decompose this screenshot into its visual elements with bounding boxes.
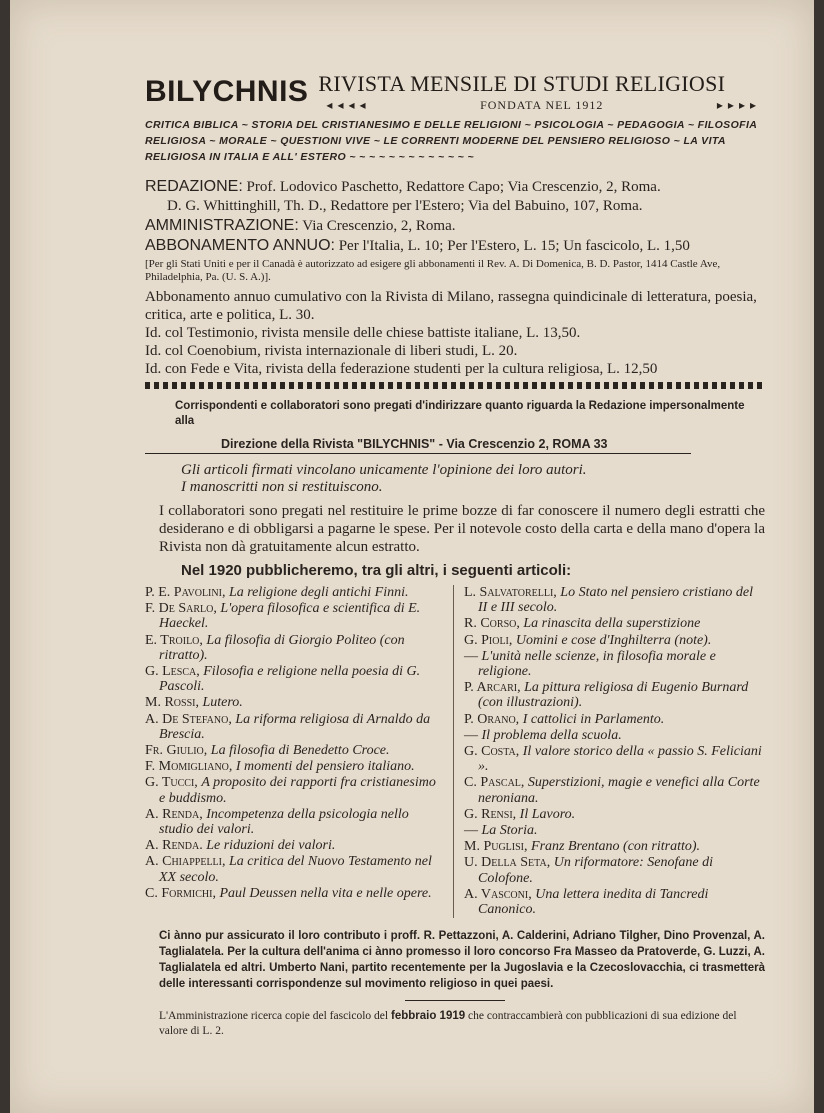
article-title: Superstizioni, magie e venefici alla Corte neroniana. [478,775,760,806]
article-author: Fr. Giulio, [145,743,208,759]
footer-pre: L'Amministrazione ricerca copie del fascicolo del [159,1010,389,1023]
article-title: La religione degli antichi Finni. [228,585,409,600]
article-entry [145,759,445,774]
articles-left-column [145,585,454,918]
article-author: P. E. Pavolini, [145,585,226,600]
contributi-text: Ci ànno pur assicurato il loro contributo i proff. R. Pettazzoni, A. Calderini, Adriano Tilgher, Dino Provenzal, A. Taglialatela. Per la cultura dell'anima ci ànno promesso il loro concorso Fra Masseo da Pratoverde, G. Luzzi, A. Taglialatela ed altri. Umberto Nani, partito recentemente per la Jugoslavia e la Czecoslovacchia, ci trasmetterà delle interessanti corrispondenze sul movimento religioso in quei paesi. [159,930,765,991]
article-entry [464,728,764,743]
content [145,72,765,1039]
article-title: La critica del Nuovo Testamento nel XX secolo. [159,854,432,885]
footer-note [145,1009,765,1039]
masthead [145,72,765,113]
footer-post: che contraccambierà con pubblicazioni di sua edizione del valore di L. 2. [159,1010,737,1038]
amministrazione-text: Via Crescenzio, 2, Roma. [302,218,456,234]
collaboratori-text: I collaboratori sono pregati nel restituire le prime bozze di far conoscere il numero degli estratti che desiderano e di obbligarsi a pagarne le spese. Per il notevole costo della carta e della mano d'opera la Rivista non dà gratuitamente alcun estratto. [159,503,765,555]
article-author: P. Orano, [464,711,520,727]
article-title: La filosofia di Giorgio Politeo (con ritratto). [159,632,405,663]
founded-text: FONDATA NEL 1912 [480,98,604,112]
article-author: — [464,648,478,664]
redazione-block [145,177,765,284]
article-author: C. Formichi, [145,885,216,901]
article-title: Il valore storico della « passio S. Feliciani ». [478,744,762,775]
article-entry [145,743,445,758]
article-entry [145,601,445,631]
article-author: M. Rossi, [145,695,199,711]
article-entry [145,585,445,600]
page [10,0,814,1113]
article-author: F. De Sarlo, [145,601,217,617]
article-title: Il problema della scuola. [481,727,622,743]
article-author: G. Lesca, [145,664,200,680]
arrows-right: ▸ ▸ ▸ ▸ [716,98,757,112]
article-title: Uomini e cose d'Inghilterra (note). [515,632,712,648]
article-entry [145,854,445,884]
article-entry [464,712,764,727]
dotted-rule [145,382,765,389]
articles-right-column [454,585,764,918]
corrispondenti-text: Corrispondenti e collaboratori sono pregati d'indirizzare quanto riguarda la Redazione impersonalmente alla [175,400,745,427]
article-author: R. Corso, [464,616,520,632]
article-entry [464,616,764,631]
article-title: La rinascita della superstizione [523,616,701,632]
article-entry [464,585,764,615]
article-title: L'opera filosofica e scientifica di E. Haeckel. [159,601,421,632]
avviso-line2: I manoscritti non si restituiscono. [181,479,383,495]
article-entry [464,839,764,854]
article-author: P. Arcari, [464,680,521,696]
article-entry [464,633,764,648]
article-entry [464,887,764,917]
article-title: La riforma religiosa di Arnaldo da Brescia. [159,711,431,742]
article-author: F. Momigliano, [145,759,233,775]
article-author: C. Pascal, [464,775,525,791]
footer-bold: febbraio 1919 [390,1010,466,1023]
article-title: La Storia. [481,823,538,839]
article-title: Filosofia e religione nella poesia di G. Pascoli. [159,664,421,695]
abbonamento-text: Per l'Italia, L. 10; Per l'Estero, L. 15; Un fascicolo, L. 1,50 [338,238,690,254]
article-entry [464,649,764,679]
avviso-line1: Gli articoli firmati vincolano unicamente l'opinione dei loro autori. [181,462,587,478]
cumulativo-line4: Id. con Fede e Vita, rivista della federazione studenti per la cultura religiosa, L. 12,50 [145,361,658,377]
article-author: A. Vasconi, [464,886,532,902]
article-author: U. Della Seta, [464,855,551,871]
article-entry [145,664,445,694]
article-entry [145,633,445,663]
article-author: G. Pioli, [464,632,513,648]
amministrazione-label: AMMINISTRAZIONE: [145,217,299,234]
article-title: Paul Deussen nella vita e nelle opere. [219,885,432,901]
article-title: I momenti del pensiero italiano. [235,759,415,775]
article-title: Franz Brentano (con ritratto). [531,839,701,855]
article-author: E. Troilo, [145,632,203,648]
article-title: Lo Stato nel pensiero cristiano del II e III secolo. [478,585,754,616]
article-title: L'unità nelle scienze, in filosofia morale e religione. [478,648,716,680]
article-title: I cattolici in Parlamento. [522,711,665,727]
article-title: Incompetenza della psicologia nello studio dei valori. [159,806,409,838]
article-entry [464,823,764,838]
article-author: G. Costa, [464,744,520,760]
cumulativo-line2: Id. col Testimonio, rivista mensile delle chiese battiste italiane, L. 13,50. [145,325,581,341]
article-author: L. Salvatorelli, [464,585,557,600]
article-entry [145,886,445,901]
arrows-left: ◂ ◂ ◂ ◂ [326,98,367,112]
article-entry [145,807,445,837]
article-title: Lutero. [202,695,243,711]
article-author: — [464,823,478,839]
article-entry [464,807,764,822]
separator-rule [405,1000,505,1001]
article-title: La pittura religiosa di Eugenio Burnard (con illustrazioni). [478,680,749,711]
article-entry [145,695,445,710]
article-entry [464,680,764,710]
article-title: Le riduzioni dei valori. [206,838,336,854]
article-title: Una lettera inedita di Tancredi Canonico. [478,886,709,918]
topics-list: CRITICA BIBLICA ~ STORIA DEL CRISTIANESIMO E DELLE RELIGIONI ~ PSICOLOGIA ~ PEDAGOGIA ~ FILOSOFIA RELIGIOSA ~ MORALE ~ QUESTIONI VIVE ~ LE CORRENTI MODERNE DEL PENSIERO RELIGIOSO ~ LA VITA RELIGIOSA IN ITALIA E ALL' ESTERO ~ ~ ~ ~ ~ ~ ~ ~ ~ ~ ~ ~ ~ [145,119,757,163]
redazione-line2: D. G. Whittinghill, Th. D., Redattore per l'Estero; Via del Babuino, 107, Roma. [167,198,643,214]
article-title: Il Lavoro. [519,806,576,822]
article-author: — [464,727,478,743]
journal-subtitle: RIVISTA MENSILE DI STUDI RELIGIOSI [318,71,726,96]
article-author: A. Renda, [145,806,203,822]
article-entry [145,775,445,805]
cumulativo-line1: Abbonamento annuo cumulativo con la Rivista di Milano, rassegna quindicinale di letteratura, poesia, critica, arte e politica, L. 30. [145,289,757,323]
article-author: A. Renda. [145,838,203,854]
article-author: G. Tucci, [145,775,198,791]
article-author: A. Chiappelli, [145,854,226,870]
article-entry [464,744,764,774]
abbonamento-label: ABBONAMENTO ANNUO: [145,237,335,254]
article-entry [464,855,764,885]
redazione-label: REDAZIONE: [145,178,243,195]
founded-line [318,98,765,113]
article-author: A. De Stefano, [145,711,232,727]
article-title: A proposito dei rapporti fra cristianesimo e buddismo. [159,775,436,806]
articles-heading: Nel 1920 pubblicheremo, tra gli altri, i seguenti articoli: [181,562,572,579]
article-entry [464,775,764,805]
redazione-line1: Prof. Lodovico Paschetto, Redattore Capo; Via Crescenzio, 2, Roma. [246,179,661,195]
cumulativo-line3: Id. col Coenobium, rivista internazionale di liberi studi, L. 20. [145,343,518,359]
direzione-address: Direzione della Rivista "BILYCHNIS" - Via Crescenzio 2, ROMA 33 [145,437,691,454]
abbonamento-note: [Per gli Stati Uniti e per il Canadà è autorizzato ad esigere gli abbonamenti il Rev. A. Di Domenica, B. D. Pastor, 1414 Castle Ave, Philadelphia, Pa. (U. S. A.)]. [145,258,721,283]
cumulativo-block [145,288,765,378]
masthead-right [318,72,765,113]
article-entry [145,712,445,742]
article-title: La filosofia di Benedetto Croce. [210,743,390,759]
article-title: Un riformatore: Senofane di Colofone. [478,855,714,886]
journal-name: BILYCHNIS [145,75,309,108]
article-author: G. Rensi, [464,806,517,822]
avvisi-block [145,462,765,496]
articles-columns [145,585,765,918]
article-entry [145,838,445,853]
article-author: M. Puglisi, [464,839,528,855]
